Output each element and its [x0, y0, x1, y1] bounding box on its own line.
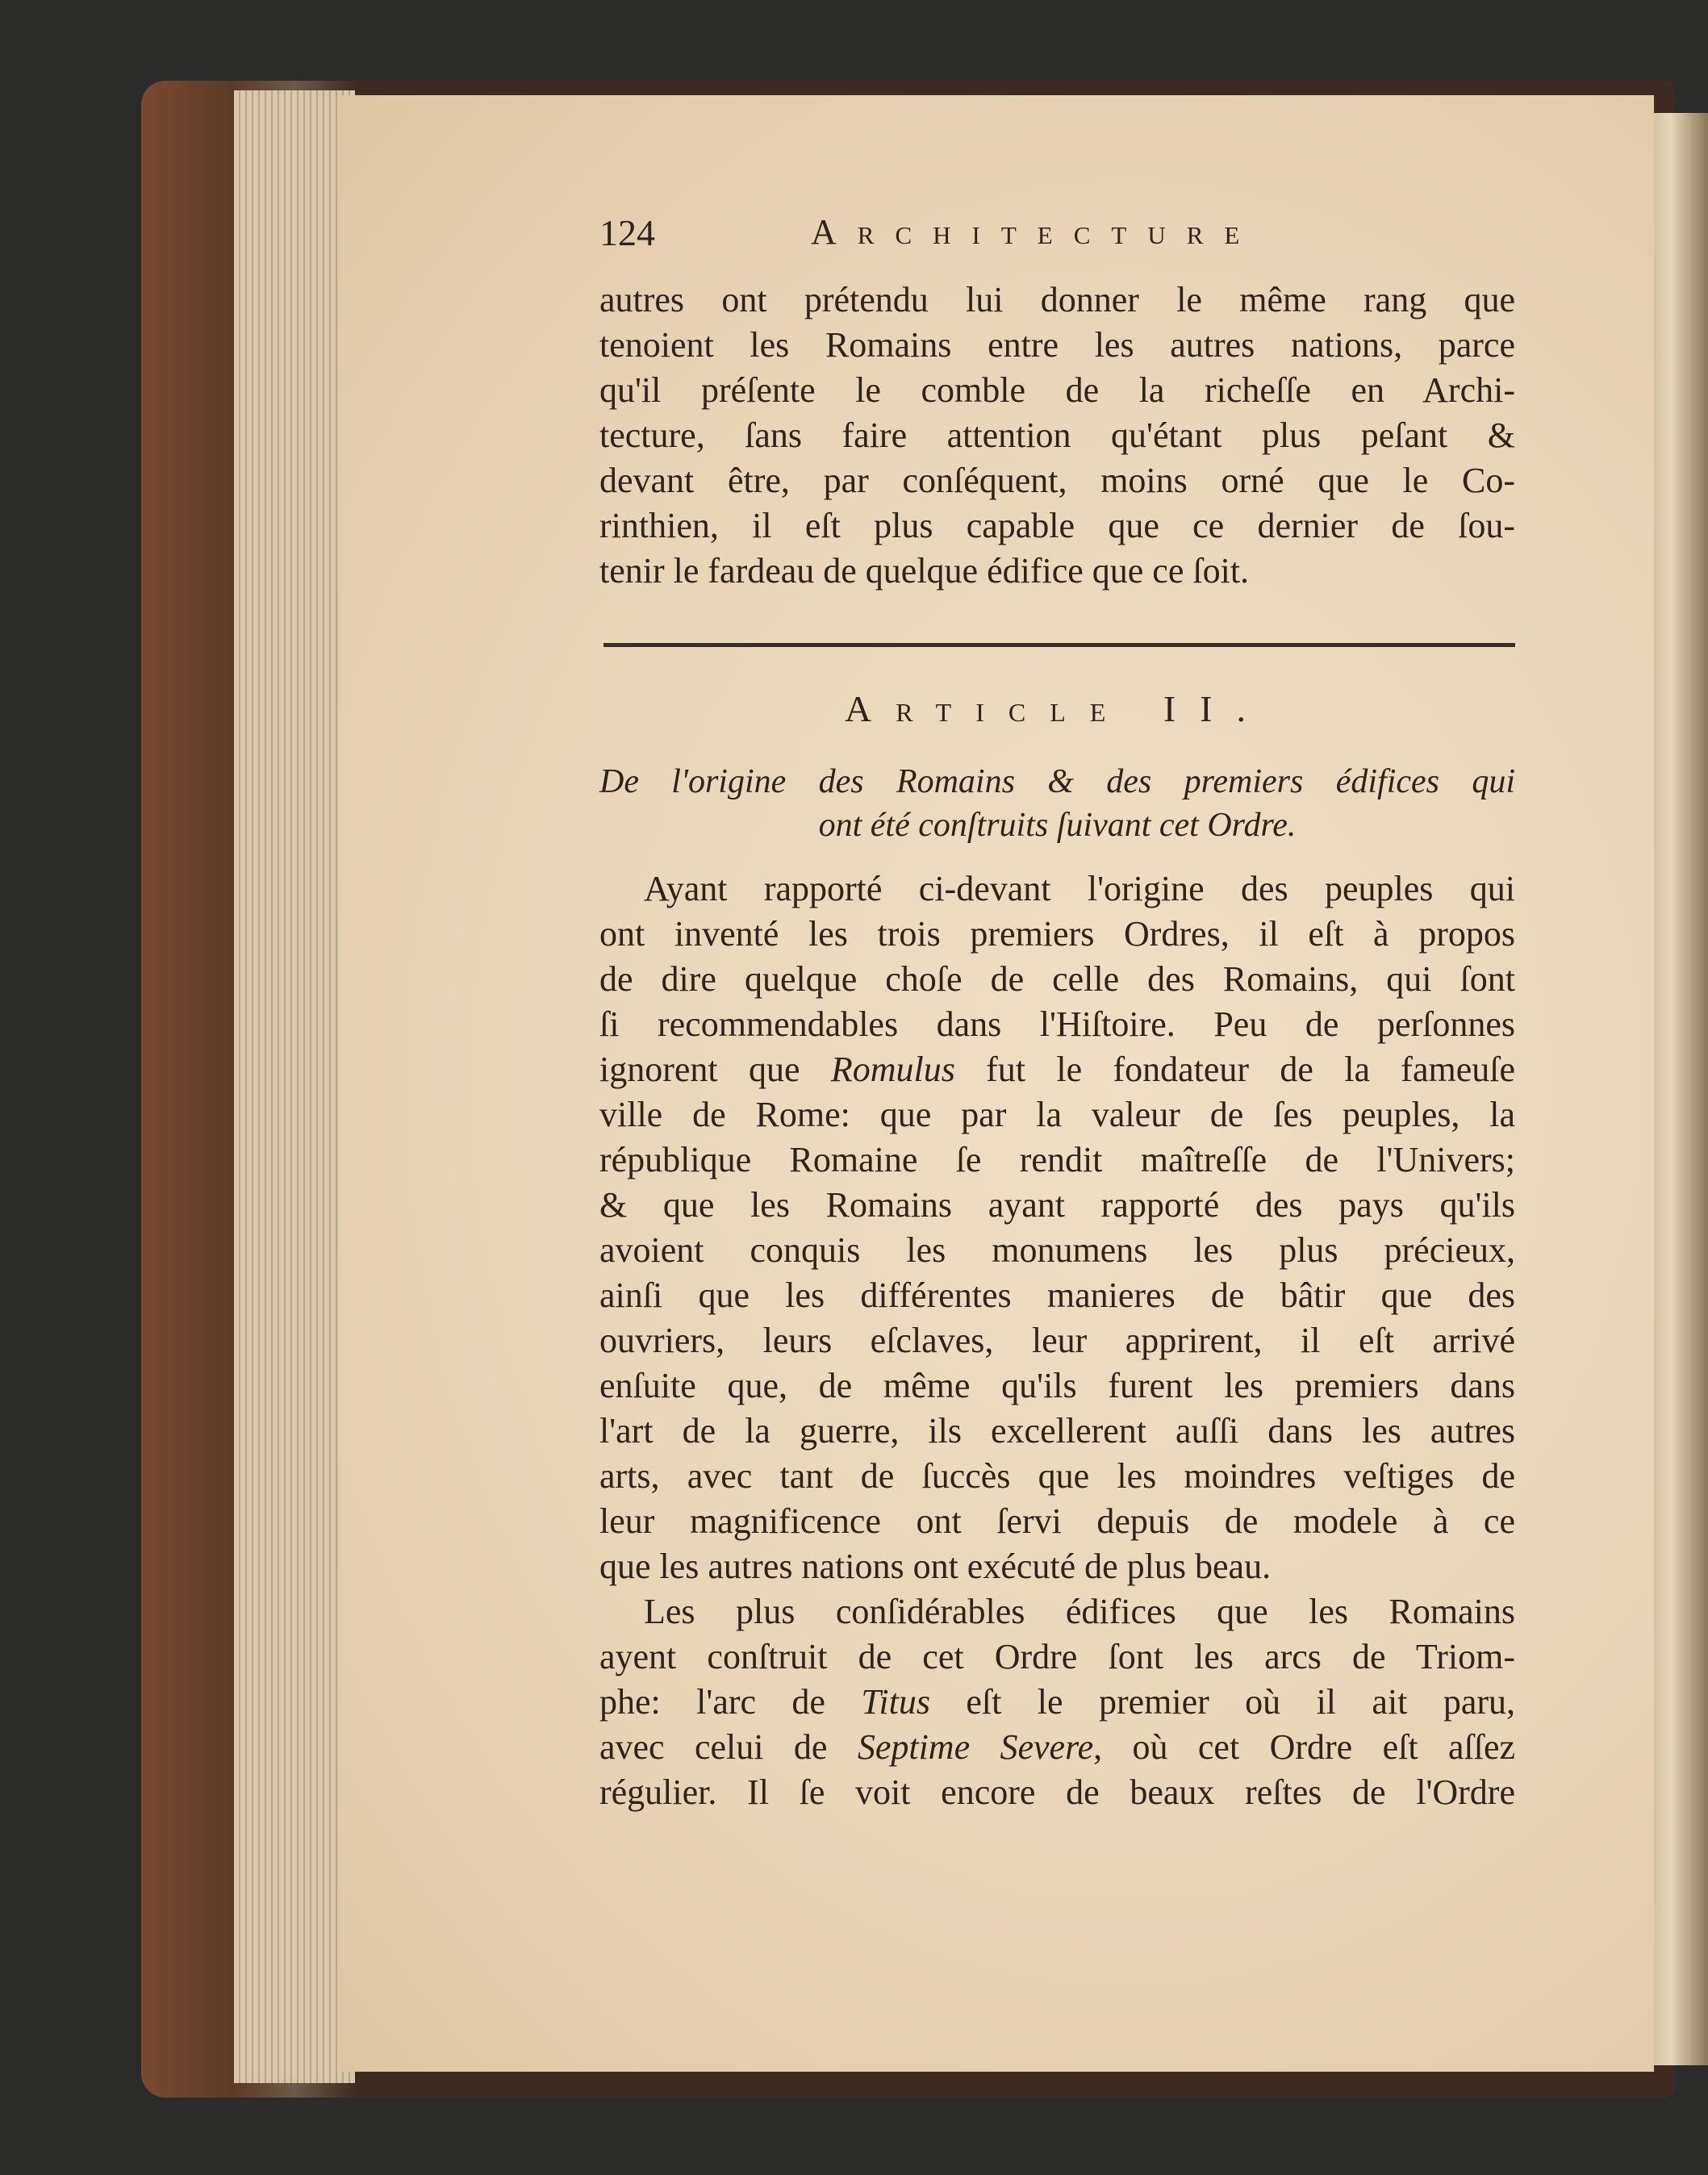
text-line: arts, avec tant de ſuccès que les moindres veſtiges de [599, 1456, 1515, 1496]
running-header [599, 211, 1519, 260]
subtitle-line: De l'origine des Romains & des premiers édifices qui [599, 763, 1515, 800]
text-line: ont inventé les trois premiers Ordres, il eſt à propos [599, 914, 1515, 954]
text-line: ouvriers, leurs eſclaves, leur apprirent, il eſt arrivé [599, 1321, 1515, 1360]
text-line: ignorent que Romulus fut le fondateur de la fameuſe [599, 1050, 1515, 1089]
text-line: régulier. Il ſe voit encore de beaux reſtes de l'Ordre [599, 1772, 1515, 1812]
text-line: ville de Rome: que par la valeur de ſes peuples, la [599, 1095, 1515, 1134]
page-edges [234, 90, 355, 2083]
text-line: ſi recommendables dans l'Hiſtoire. Peu de perſonnes [599, 1004, 1515, 1044]
text-line: qu'il préſente le comble de la richeſſe en Archi- [599, 370, 1515, 410]
text-line: tecture, ſans faire attention qu'étant plus peſant & [599, 415, 1515, 455]
text-line: phe: l'arc de Titus eſt le premier où il ait paru, [599, 1682, 1515, 1722]
page-number: 124 [599, 212, 655, 253]
text-line: de dire quelque choſe de celle des Romains, qui ſont [599, 959, 1515, 999]
subtitle-line: ont été conſtruits ſuivant cet Ordre. [818, 807, 1297, 844]
text-line: enſuite que, de même qu'ils furent les premiers dans [599, 1366, 1515, 1405]
text-line: avec celui de Septime Severe, où cet Ordre eſt aſſez [599, 1727, 1515, 1767]
text-line: rinthien, il eſt plus capable que ce dernier de ſou- [599, 506, 1515, 545]
text-line: & que les Romains ayant rapporté des pays qu'ils [599, 1185, 1515, 1225]
article-subtitle [599, 760, 1515, 847]
text-line: tenoient les Romains entre les autres nations, parce [599, 325, 1515, 365]
text-line: ayent conſtruit de cet Ordre ſont les arcs de Triom- [599, 1637, 1515, 1676]
text-line: Les plus conſidérables édifices que les Romains [644, 1592, 1515, 1631]
text-line: l'art de la guerre, ils excellerent auſſi dans les autres [599, 1411, 1515, 1451]
section-divider [603, 643, 1515, 647]
article-heading: Article II. [845, 688, 1270, 729]
text-line: autres ont prétendu lui donner le même rang que [599, 280, 1515, 319]
text-line: tenir le fardeau de quelque édifice que ce ſoit. [599, 551, 1250, 591]
text-line: avoient conquis les monumens les plus précieux, [599, 1230, 1515, 1270]
text-line: que les autres nations ont exécuté de plus beau. [599, 1547, 1272, 1586]
body-text [599, 866, 1515, 1815]
text-line: leur magnificence ont ſervi depuis de modele à ce [599, 1501, 1515, 1541]
text-line: Ayant rapporté ci-devant l'origine des peuples qui [644, 869, 1515, 908]
text-line: république Romaine ſe rendit maîtreſſe de l'Univers; [599, 1140, 1515, 1179]
facing-page-edge [1646, 113, 1708, 2065]
top-paragraph [599, 278, 1515, 594]
running-title: Architecture [811, 212, 1261, 252]
text-line: devant être, par conſéquent, moins orné que le Co- [599, 461, 1515, 500]
text-line: ainſi que les différentes manieres de bâtir que des [599, 1275, 1515, 1315]
